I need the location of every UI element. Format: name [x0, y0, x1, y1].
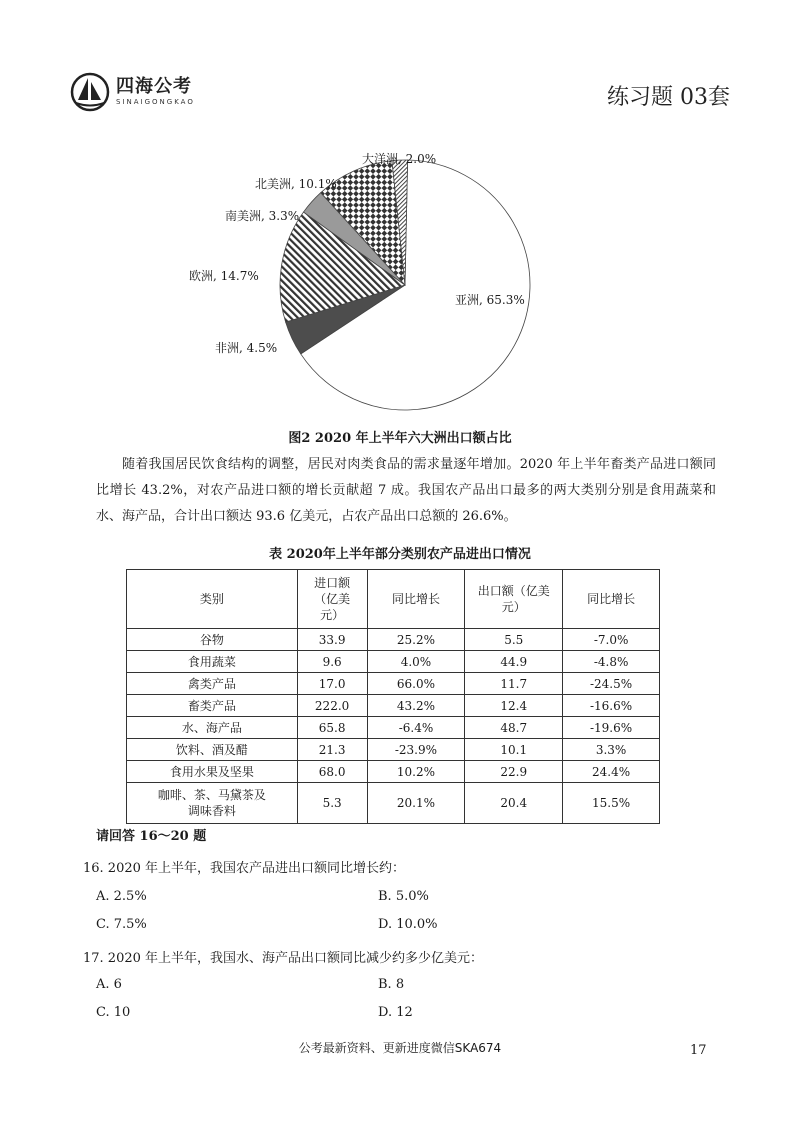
cell-category: 水、海产品	[127, 717, 298, 739]
pie-label-1: 非洲, 4.5%	[215, 341, 278, 355]
brand-name: 四海公考	[116, 76, 192, 97]
footer-note: 公考最新资料、更新进度微信SKA674	[298, 1041, 502, 1055]
q17-option-d[interactable]: D. 12	[378, 1005, 413, 1020]
pie-label-3: 南美洲, 3.3%	[225, 209, 300, 223]
cell-import-growth: 4.0%	[367, 651, 465, 673]
cell-category: 咖啡、茶、马黛茶及调味香料	[127, 783, 298, 824]
questions-intro: 请回答 16～20 题	[96, 829, 207, 844]
cell-export-amount: 12.4	[465, 695, 563, 717]
header-export-amount: 出口额（亿美元）	[465, 570, 563, 629]
cell-import-amount: 21.3	[297, 739, 367, 761]
figure-caption: 图2 2020 年上半年六大洲出口额占比	[288, 431, 512, 446]
cell-category: 谷物	[127, 629, 298, 651]
exercise-set-title: 练习题 03套	[607, 85, 730, 110]
pie-label-5: 大洋洲, 2.0%	[362, 152, 437, 166]
pie-label-2: 欧洲, 14.7%	[189, 269, 259, 283]
header-import-growth: 同比增长	[367, 570, 465, 629]
cell-category: 食用水果及坚果	[127, 761, 298, 783]
pie-label-4: 北美洲, 10.1%	[255, 177, 337, 191]
pie-chart	[175, 140, 555, 420]
cell-export-amount: 20.4	[465, 783, 563, 824]
cell-export-amount: 11.7	[465, 673, 563, 695]
question-17: 17. 2020 年上半年，我国水、海产品出口额同比减少约多少亿美元：	[83, 951, 484, 966]
cell-import-growth: 20.1%	[367, 783, 465, 824]
question-16: 16. 2020 年上半年，我国农产品进出口额同比增长约：	[83, 861, 406, 876]
cell-export-amount: 5.5	[465, 629, 563, 651]
cell-import-growth: 25.2%	[367, 629, 465, 651]
table-row	[127, 673, 660, 695]
cell-export-growth: 24.4%	[563, 761, 660, 783]
q16-option-c[interactable]: C. 7.5%	[96, 917, 147, 932]
cell-export-growth: 3.3%	[563, 739, 660, 761]
cell-import-growth: -6.4%	[367, 717, 465, 739]
cell-export-growth: 15.5%	[563, 783, 660, 824]
cell-import-growth: -23.9%	[367, 739, 465, 761]
cell-export-amount: 44.9	[465, 651, 563, 673]
cell-import-amount: 222.0	[297, 695, 367, 717]
cell-export-growth: -16.6%	[563, 695, 660, 717]
q17-option-a[interactable]: A. 6	[96, 977, 122, 992]
table-title: 表 2020年上半年部分类别农产品进出口情况	[269, 547, 531, 562]
pie-label-0: 亚洲, 65.3%	[455, 293, 525, 307]
cell-export-amount: 48.7	[465, 717, 563, 739]
sailboat-logo-icon	[70, 72, 110, 112]
table-row	[127, 695, 660, 717]
q16-option-b[interactable]: B. 5.0%	[378, 889, 429, 904]
q17-option-b[interactable]: B. 8	[378, 977, 405, 992]
cell-import-growth: 66.0%	[367, 673, 465, 695]
cell-category: 食用蔬菜	[127, 651, 298, 673]
cell-category: 畜类产品	[127, 695, 298, 717]
cell-export-amount: 10.1	[465, 739, 563, 761]
table-row	[127, 717, 660, 739]
page-header	[70, 72, 730, 112]
data-table	[126, 569, 660, 824]
table-row	[127, 629, 660, 651]
cell-category: 饮料、酒及醋	[127, 739, 298, 761]
table-row	[127, 739, 660, 761]
header-import-amount: 进口额（亿美元）	[297, 570, 367, 629]
cell-import-amount: 33.9	[297, 629, 367, 651]
cell-import-amount: 68.0	[297, 761, 367, 783]
cell-category: 禽类产品	[127, 673, 298, 695]
header-export-growth: 同比增长	[563, 570, 660, 629]
cell-export-amount: 22.9	[465, 761, 563, 783]
cell-import-amount: 17.0	[297, 673, 367, 695]
cell-export-growth: -4.8%	[563, 651, 660, 673]
q16-option-a[interactable]: A. 2.5%	[96, 889, 147, 904]
cell-export-growth: -24.5%	[563, 673, 660, 695]
cell-export-growth: -7.0%	[563, 629, 660, 651]
header-category: 类别	[127, 570, 298, 629]
table-header-row	[127, 570, 660, 629]
brand-subtitle: SINAIGONGKAO	[116, 98, 195, 106]
cell-import-amount: 65.8	[297, 717, 367, 739]
cell-import-amount: 5.3	[297, 783, 367, 824]
cell-export-growth: -19.6%	[563, 717, 660, 739]
brand-logo	[70, 72, 195, 112]
body-paragraph: 随着我国居民饮食结构的调整，居民对肉类食品的需求量逐年增加。2020 年上半年畜类产品进口额同比增长 43.2%，对农产品进口额的增长贡献超 7 成。我国农产品出口最多的两大类别分别是食用蔬菜和水、海产品，合计出口额达 93.6 亿美元，占农产品出口总额的 26.6%。	[96, 457, 716, 524]
q16-option-d[interactable]: D. 10.0%	[378, 917, 438, 932]
table-row	[127, 651, 660, 673]
table-row	[127, 761, 660, 783]
cell-import-amount: 9.6	[297, 651, 367, 673]
page-number: 17	[690, 1043, 707, 1058]
cell-import-growth: 43.2%	[367, 695, 465, 717]
q17-option-c[interactable]: C. 10	[96, 1005, 131, 1020]
cell-import-growth: 10.2%	[367, 761, 465, 783]
table-row	[127, 783, 660, 824]
